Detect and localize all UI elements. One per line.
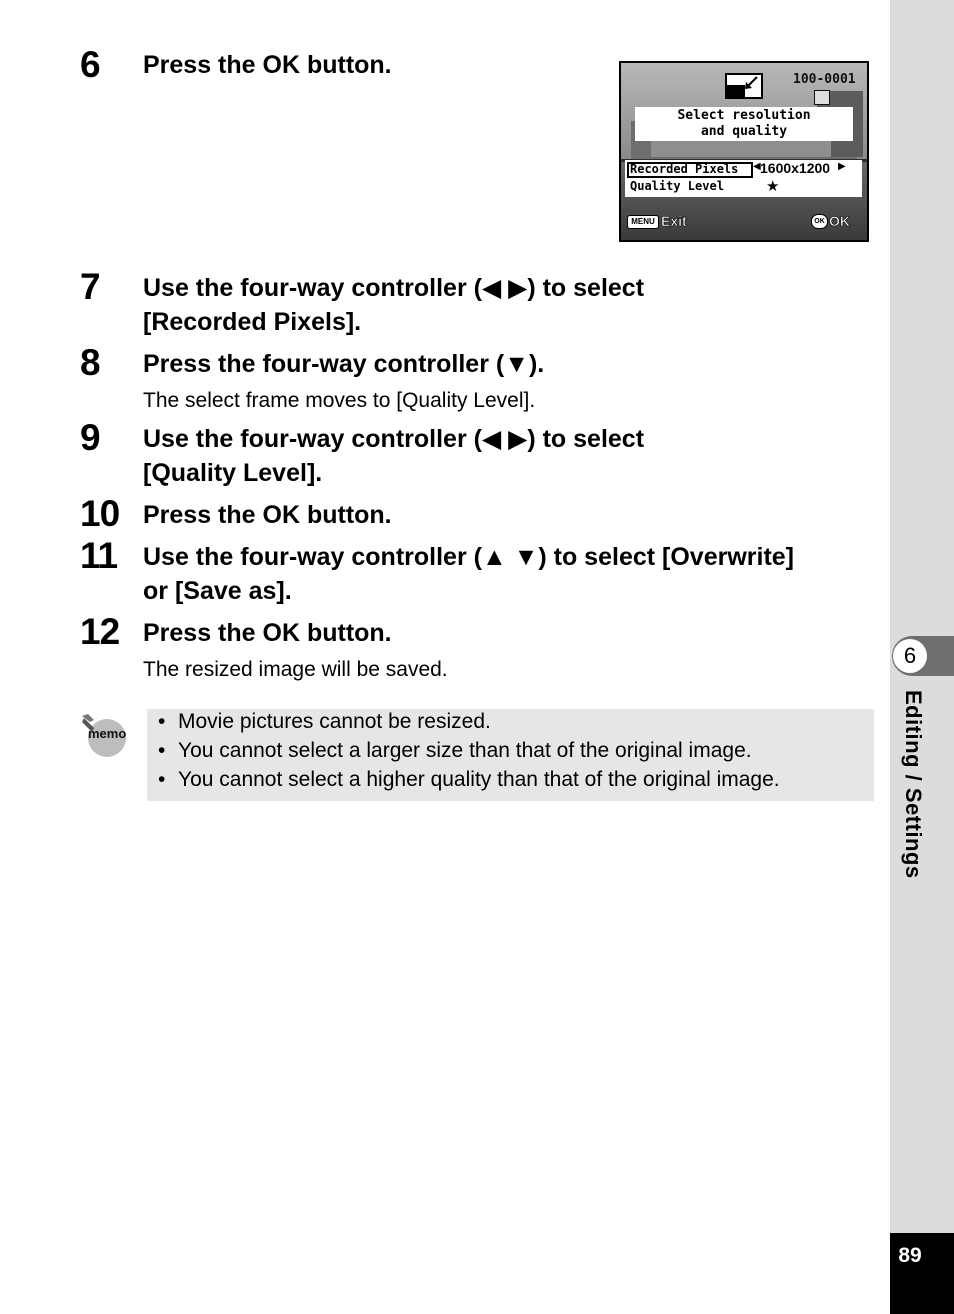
memo-item — [158, 708, 491, 736]
chapter-number: 6 — [893, 639, 927, 673]
step-title-line-1: Use the four-way controller (◀ ▶) to select — [143, 425, 645, 453]
quality-level-label[interactable]: Quality Level — [630, 179, 724, 193]
chapter-label: Editing / Settings — [901, 690, 926, 879]
step-title-line-1: Use the four-way controller (◀ ▶) to select — [143, 274, 645, 302]
step-title-line-2: or [Save as]. — [143, 577, 292, 605]
memo-icon — [80, 712, 132, 763]
ok-badge: OK — [811, 214, 828, 229]
step-title-line-2: [Recorded Pixels]. — [143, 308, 362, 336]
protect-icon — [814, 90, 830, 105]
memo-item — [158, 766, 780, 794]
exit-label[interactable]: Exit — [661, 213, 687, 229]
step-title: Press the OK button. — [143, 501, 392, 529]
step-title: Press the OK button. — [143, 51, 392, 79]
page-number: 89 — [898, 1244, 922, 1267]
step-title: Press the OK button. — [143, 619, 392, 647]
step-description: The resized image will be saved. — [143, 658, 448, 681]
prompt-box — [635, 107, 853, 141]
memo-item-text: You cannot select a higher quality than that of the original image. — [178, 768, 780, 791]
step-number: 7 — [80, 266, 100, 307]
step-number: 12 — [80, 611, 120, 652]
settings-box — [625, 160, 862, 197]
memo-item — [158, 737, 752, 765]
menu-badge: MENU — [627, 215, 659, 229]
step-number: 8 — [80, 342, 100, 383]
recorded-pixels-value: 1600x1200 — [760, 160, 831, 176]
prompt-line-1: Select resolution — [677, 108, 811, 123]
memo-item-text: You cannot select a larger size than that of the original image. — [178, 739, 752, 762]
bullet: • — [158, 739, 166, 762]
memo-icon-label: memo — [88, 726, 127, 741]
step-title: Press the four-way controller (▼). — [143, 350, 545, 378]
file-number: 100-0001 — [793, 72, 856, 87]
step-title-line-2: [Quality Level]. — [143, 459, 323, 487]
step-number: 11 — [80, 535, 118, 576]
step-title-line-1: Use the four-way controller (▲ ▼) to select [Overwrite] — [143, 543, 795, 571]
step-number: 6 — [80, 44, 100, 85]
step-number: 9 — [80, 417, 100, 458]
memo-item-text: Movie pictures cannot be resized. — [178, 710, 491, 733]
right-arrow-icon: ▶ — [838, 161, 846, 172]
bullet: • — [158, 768, 166, 791]
resize-icon — [725, 73, 763, 99]
camera-screen-illustration — [619, 61, 869, 242]
prompt-line-2: and quality — [700, 124, 788, 139]
bullet: • — [158, 710, 166, 733]
ok-label[interactable]: OK — [829, 213, 850, 229]
left-arrow-icon: ◀ — [753, 161, 761, 172]
step-description: The select frame moves to [Quality Level]. — [143, 389, 536, 412]
quality-star-icon: ★ — [766, 178, 780, 195]
recorded-pixels-label: Recorded Pixels — [630, 162, 739, 176]
step-number: 10 — [80, 493, 120, 534]
